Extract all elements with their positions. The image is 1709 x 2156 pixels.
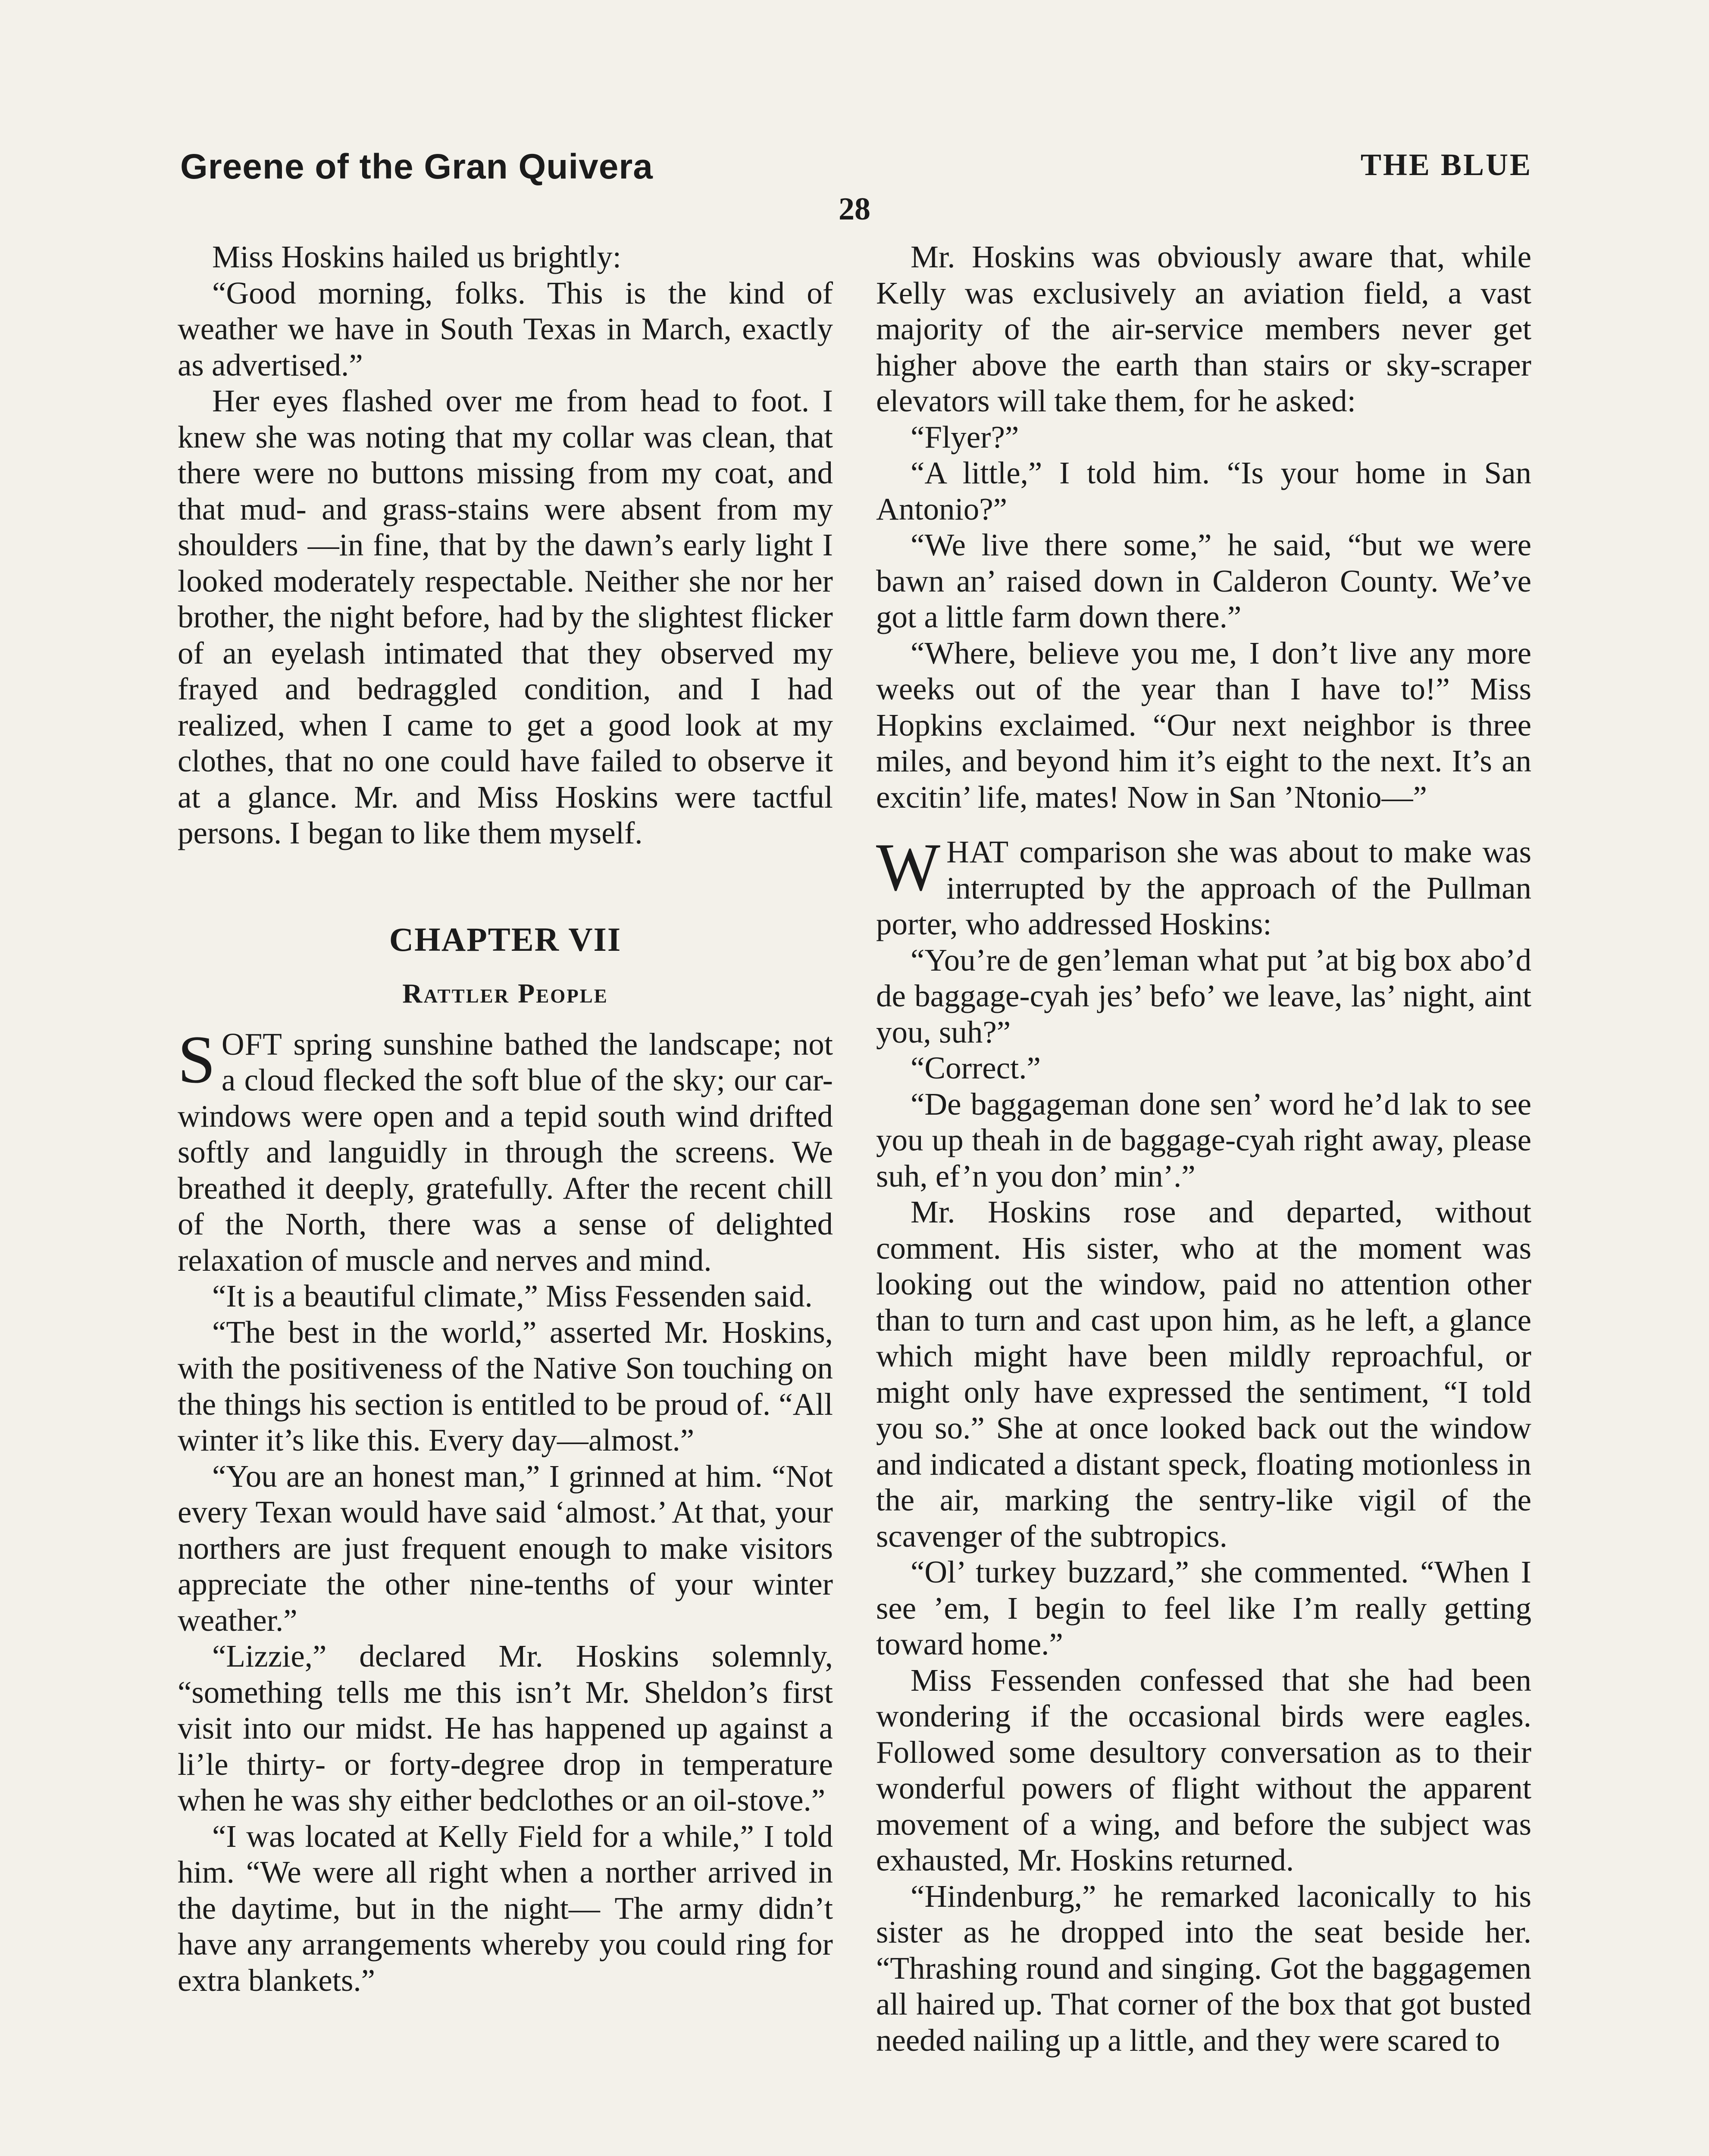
paragraph: “Correct.”: [911, 1050, 1041, 1085]
drop-cap: W: [876, 830, 941, 905]
paragraph: “De baggageman done sen’ word he’d lak to see you up theah in de baggage-cyah right away, please suh, ef’n you don’ min’.”: [876, 1086, 1531, 1194]
right-column: [876, 239, 1531, 2058]
paragraph: “Flyer?”: [911, 419, 1019, 454]
paragraph: “The best in the world,” asserted Mr. Hoskins, with the positiveness of the Native Son touching on the things his section is entitled to be proud of. “All winter it’s like this. Every day—almost.”: [178, 1314, 833, 1457]
opening-word: OFT: [221, 1026, 282, 1062]
chapter-opening-paragraph: [178, 1022, 833, 1279]
drop-cap: S: [178, 1022, 216, 1097]
chapter-spacer: [178, 851, 833, 920]
paragraph: “We live there some,” he said, “but we were bawn an’ raised down in Calderon County. We’ve got a little farm down there.”: [876, 527, 1531, 634]
paragraph: “Ol’ turkey buzzard,” she commented. “When I see ’em, I begin to feel like I’m really getting toward home.”: [876, 1554, 1531, 1661]
story-title: Greene of the Gran Quivera: [180, 147, 653, 186]
left-column: [178, 239, 833, 1998]
page-number: 28: [839, 191, 870, 227]
paragraph: “It is a beautiful climate,” Miss Fessenden said.: [212, 1279, 813, 1313]
paragraph: “A little,” I told him. “Is your home in San Antonio?”: [876, 455, 1531, 526]
opening-word: HAT: [946, 834, 1009, 869]
paragraph: “I was located at Kelly Field for a while,” I told him. “We were all right when a norther arrived in the daytime, but in the night— The army didn’t have any arrangements whereby you could ring for extra blankets.”: [178, 1818, 833, 1998]
paragraph: Her eyes flashed over me from head to foot. I knew she was noting that my collar was clean, that there were no buttons missing from my coat, and that mud- and grass-stains were absent from my shoulders —in fine, that by the dawn’s early light I looked moderately respectable. Neither she nor her brother, the night before, had by the slightest flicker of an eyelash intimated that they observed my frayed and bedraggled condition, and I had realized, when I came to get a good look at my clothes, that no one could have failed to observe it at a glance. Mr. and Miss Hoskins were tactful persons. I began to like them myself.: [178, 383, 833, 850]
paragraph: “Good morning, folks. This is the kind of weather we have in South Texas in March, exactly as advertised.”: [178, 275, 833, 382]
section-opening-paragraph: [876, 830, 1531, 942]
paragraph: “You are an honest man,” I grinned at him. “Not every Texan would have said ‘almost.’ At that, your northers are just frequent enough to make visitors appreciate the other nine-tenths of your winter weather.”: [178, 1458, 833, 1638]
paragraph: Miss Fessenden confessed that she had been wondering if the occasional birds were eagles. Followed some desultory conversation as to their wonderful powers of flight without the apparent movement of a wing, and before the subject was exhausted, Mr. Hoskins returned.: [876, 1662, 1531, 1877]
paragraph: “Lizzie,” declared Mr. Hoskins solemnly, “something tells me this isn’t Mr. Sheldon’s first visit into our midst. He has happened up against a li’le thirty- or forty-degree drop in temperature when he was shy either bedclothes or an oil-stove.”: [178, 1639, 833, 1818]
paragraph: “You’re de gen’leman what put ’at big box abo’d de baggage-cyah jes’ befo’ we leave, las’ night, aint you, suh?”: [876, 942, 1531, 1050]
section-break: [876, 815, 1531, 834]
opening-text: comparison she was about to make was interrupted by the approach of the Pullman porter, who addressed Hoskins:: [876, 834, 1531, 941]
opening-text: spring sunshine bathed the landscape; not a cloud flecked the soft blue of the sky; our car-windows were open and a tepid south wind drifted softly and languidly in through the screens. We breathed it deeply, gratefully. After the recent chill of the North, there was a sense of delighted relaxation of muscle and nerves and mind.: [178, 1026, 833, 1278]
chapter-subtitle: Rattler People: [402, 978, 608, 1009]
paragraph: “Hindenburg,” he remarked laconically to his sister as he dropped into the seat beside her. “Thrashing round and singing. Got the baggagemen all haired up. That corner of the box that got busted needed nailing up a little, and they were scared to: [876, 1878, 1531, 2058]
paragraph: Mr. Hoskins was obviously aware that, while Kelly was exclusively an aviation field, a vast majority of the air-service members never get higher above the earth than stairs or sky-scraper elevators will take them, for he asked:: [876, 239, 1531, 418]
paragraph: Mr. Hoskins rose and departed, without comment. His sister, who at the moment was looking out the window, paid no attention other than to turn and cast upon him, as he left, a glance which might have been mildly reproachful, or might only have expressed the sentiment, “I told you so.” She at once looked back out the window and indicated a distant speck, floating motionless in the air, marking the sentry-like vigil of the scavenger of the subtropics.: [876, 1194, 1531, 1554]
paragraph: Miss Hoskins hailed us brightly:: [212, 239, 622, 274]
paragraph: “Where, believe you me, I don’t live any more weeks out of the year than I have to!” Miss Hopkins exclaimed. “Our next neighbor is three miles, and beyond him it’s eight to the next. It’s an excitin’ life, mates! Now in San ’Ntonio—”: [876, 635, 1531, 815]
chapter-title: CHAPTER VII: [389, 920, 622, 958]
magazine-name: THE BLUE: [1360, 147, 1532, 182]
